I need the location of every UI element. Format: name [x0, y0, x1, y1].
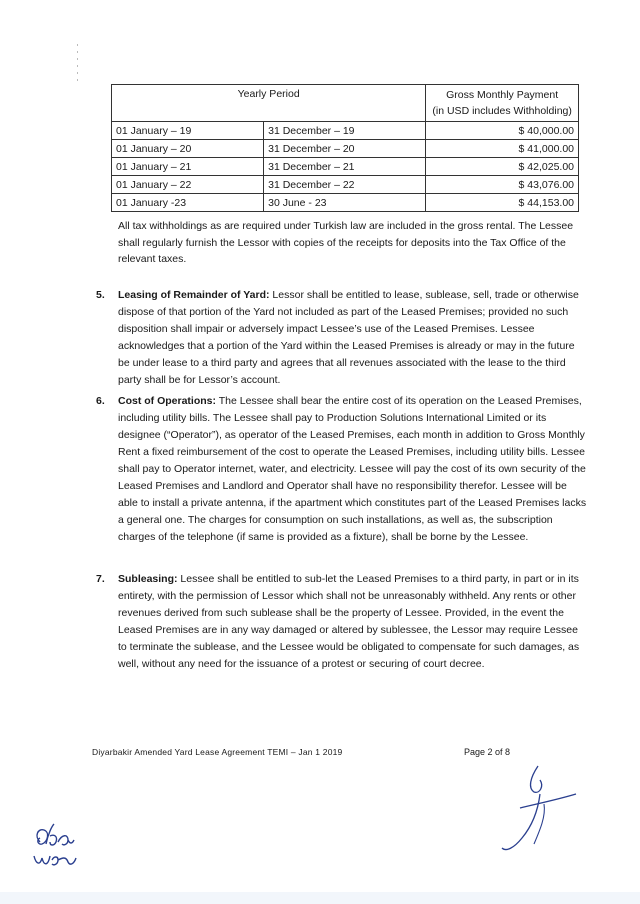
- clause-text: The Lessee shall bear the entire cost of its operation on the Leased Premises, including utility bills. The Lessee shall pay to Production Solutions International Limited or its designee (“Operator”), as operator of the Leased Premises, each month in addition to Gross Monthly Rent a fixed reimbursement of the cost to operate the Leased Premises, including utility bills. Lessee shall pay to Operator internet, water, and electricity. Lessee will pay the cost of its own security of the Leased Premises and Landlord and Operator shall have no responsibility therefor. Lessee will be able to install a private antenna, if the apartment which constitutes part of the Leased Premises lacks a general one. The charges for consumption on such installations, as well as, the subscription charges of the telephone (if same is provided as a fixture), shall be borne by the Lessee.: [118, 395, 587, 543]
- payment-amount-cell: $ 43,076.00: [426, 176, 579, 194]
- clause-title: Leasing of Remainder of Yard:: [118, 289, 270, 301]
- rent-schedule-table: [111, 84, 579, 212]
- scan-bottom-edge: [0, 892, 640, 904]
- header-payment-line1: Gross Monthly Payment: [446, 89, 559, 101]
- clause-title: Cost of Operations:: [118, 395, 217, 407]
- period-start-cell: 01 January – 20: [112, 140, 264, 158]
- clause-body: [118, 287, 588, 389]
- period-start-cell: 01 January – 22: [112, 176, 264, 194]
- footer-document-title: Diyarbakir Amended Yard Lease Agreement TEMI – Jan 1 2019: [92, 747, 343, 757]
- table-row: [112, 176, 579, 194]
- clause-5: [96, 287, 590, 389]
- period-end-cell: 30 June - 23: [264, 194, 426, 212]
- header-yearly-period: Yearly Period: [112, 85, 426, 122]
- header-payment-line2: (in USD includes Withholding): [432, 105, 572, 117]
- tax-withholding-note: All tax withholdings as are required under Turkish law are included in the gross rental. The Lessee shall regularly furnish the Lessor with copies of the receipts for deposits into the Tax Office of the relevant taxes.: [118, 220, 574, 266]
- footer-page-number: Page 2 of 8: [464, 747, 511, 757]
- period-end-cell: 31 December – 21: [264, 158, 426, 176]
- table-row: [112, 158, 579, 176]
- table-row: [112, 140, 579, 158]
- clause-body: [118, 571, 588, 673]
- clause-number: 7.: [96, 573, 105, 585]
- period-end-cell: 31 December – 20: [264, 140, 426, 158]
- clause-6: [96, 393, 590, 546]
- payment-amount-cell: $ 41,000.00: [426, 140, 579, 158]
- table-row: [112, 194, 579, 212]
- clause-title: Subleasing:: [118, 573, 178, 585]
- period-start-cell: 01 January – 19: [112, 122, 264, 140]
- handwritten-signature-right: [500, 764, 580, 856]
- header-gross-monthly-payment: [426, 85, 579, 122]
- table-header-row: [112, 85, 579, 122]
- payment-amount-cell: $ 40,000.00: [426, 122, 579, 140]
- scan-edge-mark: [76, 44, 79, 84]
- period-end-cell: 31 December – 22: [264, 176, 426, 194]
- clause-text: Lessee shall be entitled to sub-let the Leased Premises to a third party, in part or in its entirety, with the permission of Lessor which shall not be unreasonably withheld. Any rents or other revenues derived from such sublease shall be the property of Lessee. Provided, in the event the Leased Premises are in any way damaged or altered by sublessee, the Lessor may require Lessee to terminate the sublease, and the Lessee would be obligated to compensate for such damages, as well, without any need for the issuance of a protest or securing of court decree.: [118, 573, 580, 670]
- clause-body: [118, 393, 588, 546]
- clause-text: Lessor shall be entitled to lease, sublease, sell, trade or otherwise dispose of that portion of the Yard not included as part of the Leased Premises; provided no such disposition shall impair or adversely impact Lessee’s use of the Leased Premises. Lessee acknowledges that a portion of the Yard within the Leased Premises is already or may in the future be under lease to a third party and agrees that all revenues associated with the lease to the third party shall be for Lessor’s account.: [118, 289, 579, 386]
- period-end-cell: 31 December – 19: [264, 122, 426, 140]
- payment-amount-cell: $ 42,025.00: [426, 158, 579, 176]
- payment-amount-cell: $ 44,153.00: [426, 194, 579, 212]
- clause-number: 6.: [96, 395, 105, 407]
- table-row: [112, 122, 579, 140]
- period-start-cell: 01 January -23: [112, 194, 264, 212]
- clause-7: [96, 571, 590, 673]
- period-start-cell: 01 January – 21: [112, 158, 264, 176]
- clause-number: 5.: [96, 289, 105, 301]
- handwritten-initials-left: [28, 822, 98, 878]
